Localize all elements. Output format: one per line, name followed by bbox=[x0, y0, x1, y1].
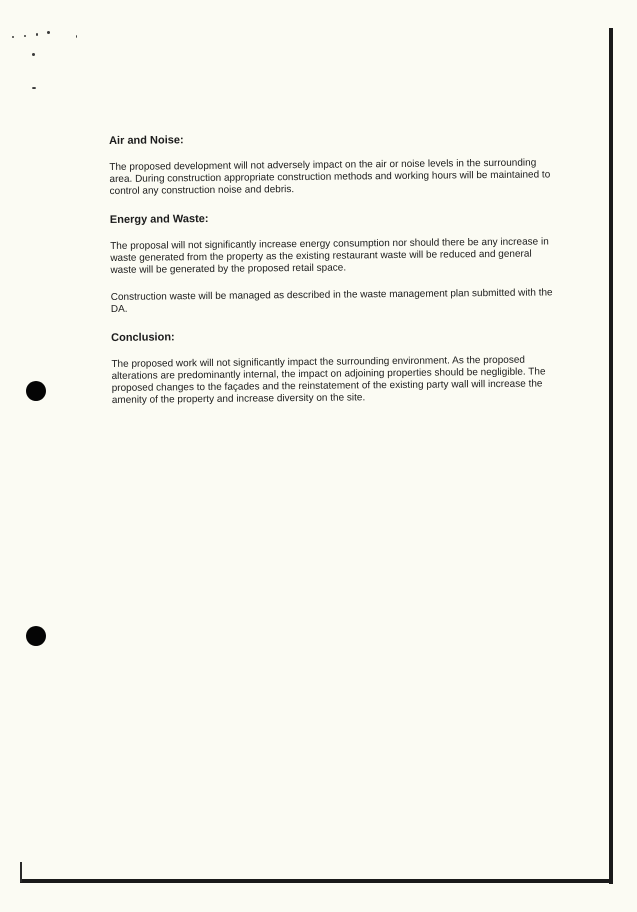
scan-speck bbox=[12, 36, 14, 38]
punch-hole-bottom bbox=[26, 626, 46, 646]
section-paragraph: The proposal will not significantly increase energy consumption nor should there be any increase in waste generated from the property as the existing restaurant waste will be reduced and general waste will be generated by the proposed retail space. bbox=[110, 236, 549, 276]
section-conclusion bbox=[111, 326, 557, 407]
section-paragraph: The proposed development will not adversely impact on the air or noise levels in the surrounding area. During construction appropriate construction methods and working hours will be maintained to control any construction noise and debris. bbox=[109, 157, 551, 197]
section-heading: Air and Noise: bbox=[109, 134, 184, 147]
section-heading: Energy and Waste: bbox=[109, 212, 209, 226]
scan-speck bbox=[47, 31, 50, 34]
section-heading: Conclusion: bbox=[111, 331, 175, 344]
scan-speck bbox=[32, 53, 35, 56]
scan-edge-right bbox=[609, 28, 613, 884]
section-energy-and-waste bbox=[110, 208, 556, 316]
section-paragraph: The proposed work will not significantly impact the surrounding environment. As the proposed alterations are predominantly internal, the impact on adjoining properties should be negligible. The proposed changes to the façades and the reinstatement of the existing party wall will increase the amenity of the property and increase diversity on the site. bbox=[111, 354, 546, 406]
scan-speck bbox=[36, 33, 38, 36]
scan-speck bbox=[24, 35, 26, 37]
document-body bbox=[109, 129, 557, 422]
scan-edge-bottom bbox=[20, 879, 613, 883]
section-paragraph: Construction waste will be managed as described in the waste management plan submitted with the DA. bbox=[110, 287, 553, 315]
scan-edge-left bbox=[20, 862, 22, 882]
punch-hole-top bbox=[26, 381, 46, 401]
section-air-and-noise bbox=[109, 129, 555, 198]
scan-speck bbox=[32, 87, 36, 89]
scan-speck bbox=[76, 35, 77, 38]
